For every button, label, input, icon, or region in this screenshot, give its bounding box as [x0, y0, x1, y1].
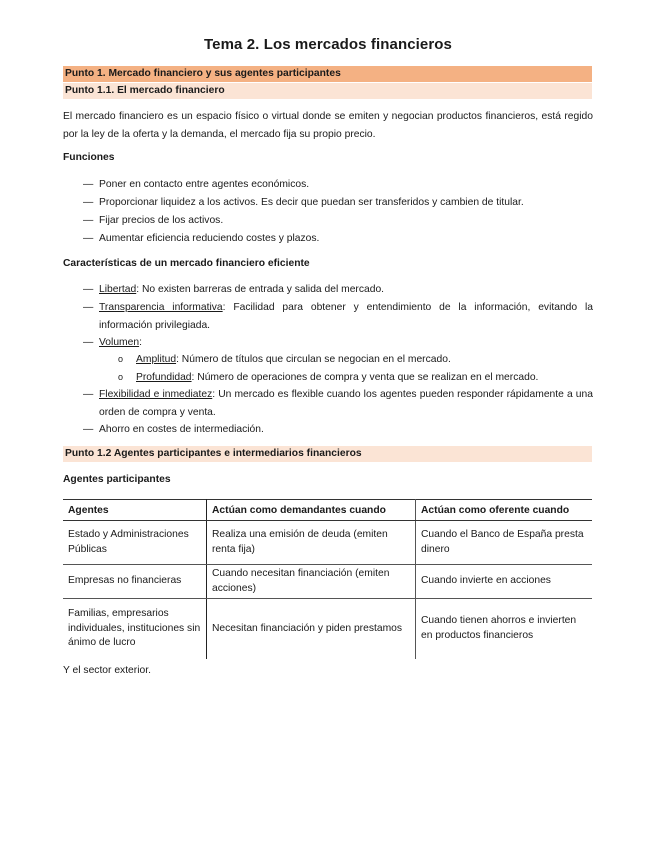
footer-paragraph: Y el sector exterior.	[63, 665, 151, 676]
column-header-agentes: Agentes	[63, 500, 207, 521]
column-header-oferente: Actúan como oferente cuando	[416, 500, 593, 521]
table-row	[63, 599, 592, 659]
dash-bullet: —	[83, 233, 94, 244]
term-libertad: Libertad	[99, 284, 137, 295]
section-heading-punto-1-2: Punto 1.2 Agentes participantes e intermediarios financieros	[63, 446, 592, 462]
caracteristica-flexibilidad: — Flexibilidad e inmediatez: Un mercado es flexible cuando los agentes pueden responder rápidamente a una orden de compra y venta.	[83, 386, 593, 421]
caracteristica-libertad: — Libertad: No existen barreras de entrada y salida del mercado.	[83, 281, 593, 299]
intro-paragraph: El mercado financiero es un espacio físico o virtual donde se emiten y negocian productos financieros, está regido por la ley de la oferta y la demanda, el mercado fija su propio precio.	[63, 111, 593, 140]
term-volumen: Volumen	[99, 337, 140, 348]
table-cell: Cuando tienen ahorros e invierten en productos financieros	[421, 615, 577, 641]
table-cell: Empresas no financieras	[63, 565, 207, 599]
document-title: Tema 2. Los mercados financieros	[203, 36, 452, 53]
funcion-item: — Fijar precios de los activos.	[83, 212, 593, 230]
funcion-item: — Aumentar eficiencia reduciendo costes y plazos.	[83, 230, 593, 248]
table-cell: Cuando necesitan financiación (emiten acciones)	[207, 565, 416, 599]
table-cell: Cuando invierte en acciones	[416, 565, 593, 599]
caracteristicas-heading: Características de un mercado financiero eficiente	[63, 258, 310, 269]
table-row	[63, 521, 592, 565]
circle-bullet: o	[118, 372, 124, 382]
funcion-item: — Poner en contacto entre agentes económicos.	[83, 176, 593, 194]
table-cell: Estado y Administraciones Públicas	[63, 521, 207, 565]
term-transparencia: Transparencia informativa	[99, 302, 223, 313]
section-heading-punto-1: Punto 1. Mercado financiero y sus agentes participantes	[63, 66, 592, 82]
dash-bullet: —	[83, 284, 94, 295]
dash-bullet: —	[83, 389, 94, 400]
table-cell: Familias, empresarios individuales, instituciones sin ánimo de lucro	[63, 599, 207, 659]
caracteristica-volumen: — Volumen:	[83, 334, 593, 352]
caracteristica-ahorro: — Ahorro en costes de intermediación.	[83, 421, 593, 439]
table-cell: Realiza una emisión de deuda (emiten renta fija)	[207, 521, 416, 565]
agentes-table	[63, 499, 592, 659]
table-cell: Necesitan financiación y piden prestamos	[207, 599, 416, 659]
dash-bullet: —	[83, 179, 94, 190]
caracteristica-transparencia: — Transparencia informativa: Facilidad para obtener y entendimiento de la información, evitando la información privilegiada.	[83, 299, 593, 334]
dash-bullet: —	[83, 424, 94, 435]
dash-bullet: —	[83, 215, 94, 226]
column-header-demandantes: Actúan como demandantes cuando	[207, 500, 416, 521]
section-heading-punto-1-1: Punto 1.1. El mercado financiero	[63, 83, 592, 99]
funcion-item: — Proporcionar liquidez a los activos. Es decir que puedan ser transferidos y cambien de titular.	[83, 194, 593, 212]
term-amplitud: Amplitud	[136, 354, 177, 365]
agentes-heading: Agentes participantes	[63, 474, 171, 485]
dash-bullet: —	[83, 337, 94, 348]
subitem-profundidad: o Profundidad: Número de operaciones de compra y venta que se realizan en el mercado.	[118, 369, 593, 387]
circle-bullet: o	[118, 354, 124, 364]
table-header-row	[63, 500, 592, 521]
term-flexibilidad: Flexibilidad e inmediatez	[99, 389, 213, 400]
funciones-heading: Funciones	[63, 152, 115, 163]
dash-bullet: —	[83, 197, 94, 208]
table-cell: Cuando el Banco de España presta dinero	[416, 521, 593, 565]
subitem-amplitud: o Amplitud: Número de títulos que circulan se negocian en el mercado.	[118, 351, 593, 369]
table-row	[63, 565, 592, 599]
dash-bullet: —	[83, 302, 94, 313]
term-profundidad: Profundidad	[136, 372, 192, 383]
